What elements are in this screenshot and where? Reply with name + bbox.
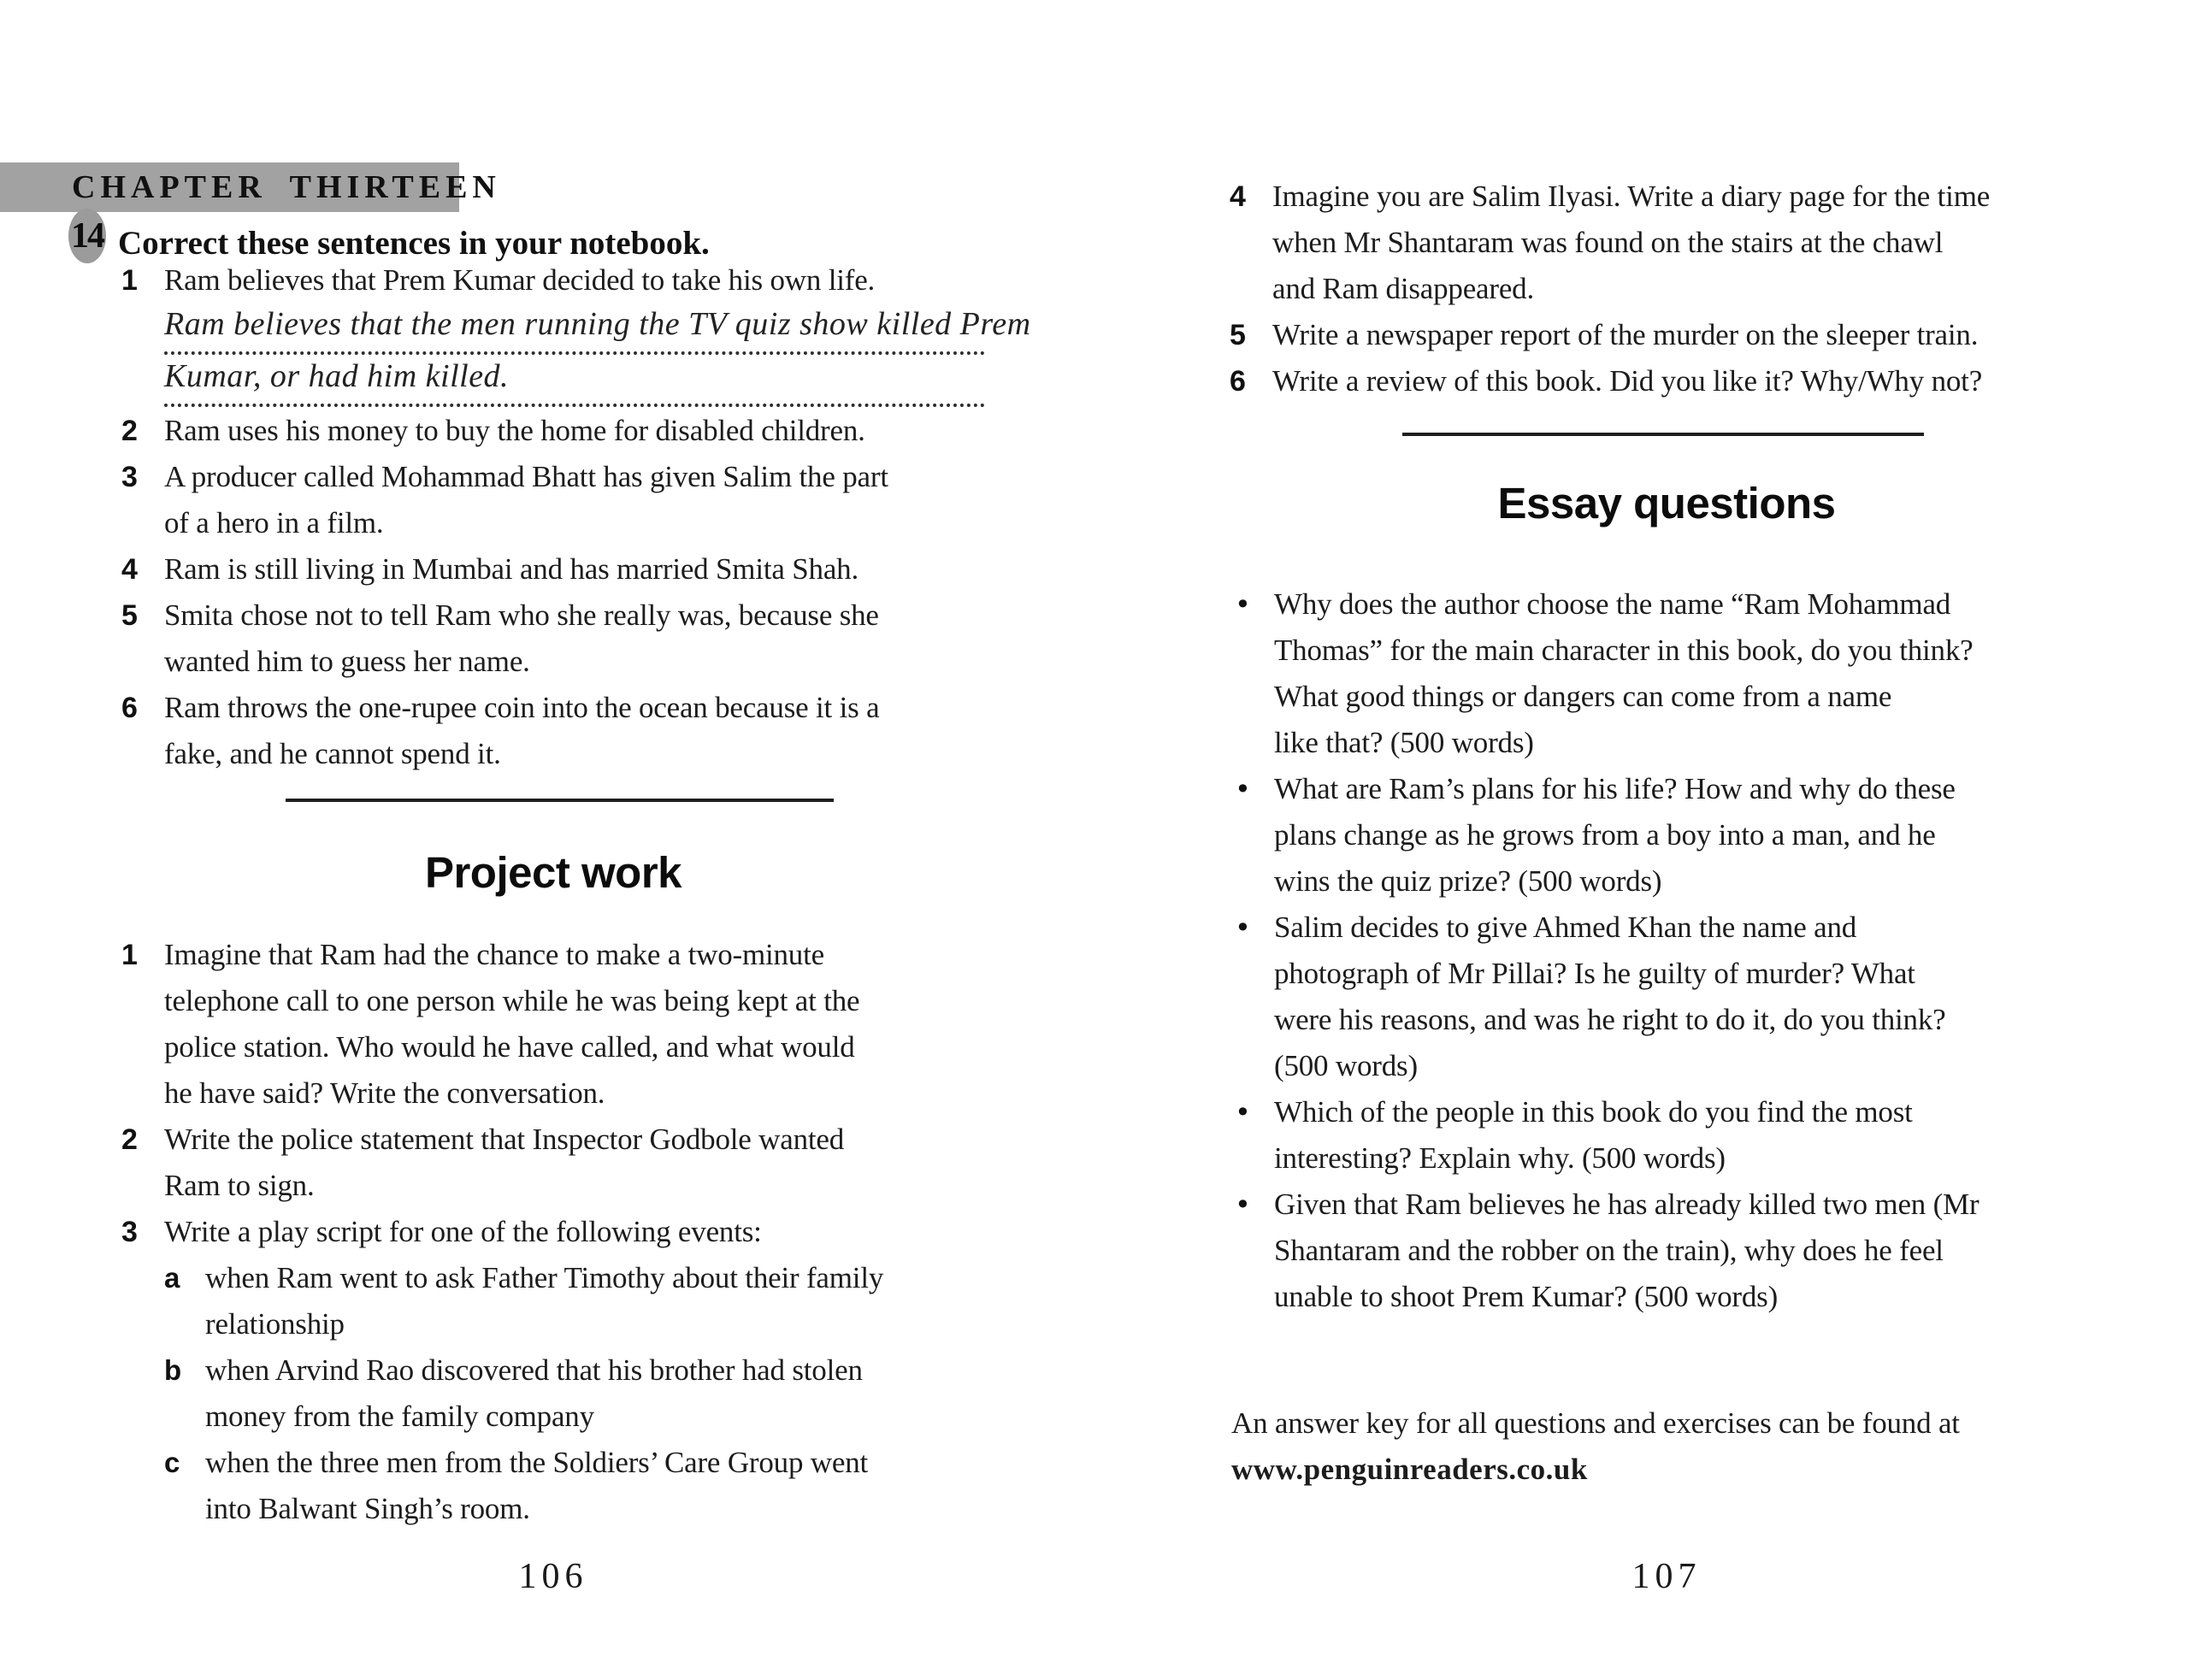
bullet-icon: •: [1235, 773, 1251, 805]
item-line: Ram believes that Prem Kumar decided to take his own life.: [164, 263, 876, 297]
item-line: Thomas” for the main character in this book, do you think?: [1274, 634, 1974, 667]
item-line: Write the police statement that Inspector Godbole wanted: [164, 1123, 845, 1156]
answer-line: [164, 356, 985, 407]
item-line: Shantaram and the robber on the train), why does he feel: [1274, 1234, 1944, 1267]
answer-key-text: An answer key for all questions and exercises can be found at: [1231, 1406, 1960, 1440]
item-line: Ram uses his money to buy the home for disabled children.: [164, 414, 865, 447]
chapter-header-bar: [0, 162, 501, 212]
item-line: when Ram went to ask Father Timothy about their family: [205, 1261, 884, 1294]
item-number: 4: [121, 553, 138, 586]
exercise-item: [121, 257, 1031, 407]
item-line: Imagine you are Salim Ilyasi. Write a diary page for the time: [1272, 180, 1991, 213]
item-line: of a hero in a film.: [164, 506, 384, 539]
item-line: Ram throws the one-rupee coin into the ocean because it is a: [164, 691, 880, 724]
item-line: Write a review of this book. Did you like it? Why/Why not?: [1272, 364, 1983, 398]
item-number: 1: [121, 264, 138, 297]
answer-key-note: [1231, 1400, 2103, 1493]
project-work-heading: Project work: [424, 848, 682, 897]
item-number: 5: [1230, 319, 1246, 351]
item-line: police station. Who would he have called, and what would: [164, 1030, 855, 1064]
item-line: What good things or dangers can come from a name: [1274, 680, 1892, 713]
exercise-item-list: [1230, 174, 2103, 404]
item-line: Salim decides to give Ahmed Khan the name and: [1274, 911, 1857, 944]
item-line: plans change as he grows from a boy into a man, and he: [1274, 818, 1936, 852]
exercise-item: [121, 685, 985, 777]
sub-item-letter: b: [164, 1354, 182, 1386]
website-url: www.penguinreaders.co.uk: [1231, 1453, 1588, 1486]
handwritten-answer: Kumar, or had him killed.: [164, 358, 510, 394]
item-number: 4: [1230, 180, 1246, 213]
item-number: 6: [121, 692, 138, 724]
item-line: he have said? Write the conversation.: [164, 1076, 605, 1110]
item-number: 2: [121, 1123, 138, 1156]
item-line: A producer called Mohammad Bhatt has given Salim the part: [164, 460, 888, 493]
answer-line: [164, 304, 1031, 355]
project-item: [121, 932, 985, 1117]
item-number: 1: [121, 939, 138, 971]
item-number: 5: [121, 599, 138, 632]
sub-item-letter: a: [164, 1262, 180, 1294]
item-line: money from the family company: [205, 1400, 594, 1433]
handwritten-answer: Ram believes that the men running the TV quiz show killed Prem: [164, 306, 1031, 342]
item-line: fake, and he cannot spend it.: [164, 737, 501, 770]
bullet-icon: •: [1235, 588, 1251, 621]
sub-item-letter: c: [164, 1447, 180, 1478]
exercise-item: [121, 408, 985, 454]
item-number: 2: [121, 415, 138, 447]
item-line: Given that Ram believes he has already killed two men (Mr: [1274, 1188, 1980, 1221]
item-line: telephone call to one person while he was being kept at the: [164, 984, 860, 1017]
page-106: [0, 0, 1094, 1680]
item-line: when Mr Shantaram was found on the stairs at the chawl: [1272, 226, 1944, 259]
essay-bullet-item: [1230, 1182, 2103, 1320]
exercise-item: [121, 592, 985, 685]
exercise-item: [121, 454, 985, 546]
item-line: wins the quiz prize? (500 words): [1274, 864, 1662, 898]
item-line: Write a newspaper report of the murder on the sleeper train.: [1272, 318, 1979, 351]
essay-bullet-item: [1230, 581, 2103, 766]
exercise-item: [1230, 174, 2103, 312]
item-line: interesting? Explain why. (500 words): [1274, 1141, 1726, 1175]
item-line: unable to shoot Prem Kumar? (500 words): [1274, 1280, 1779, 1313]
item-number: 3: [121, 461, 138, 493]
item-line: wanted him to guess her name.: [164, 645, 530, 678]
item-line: What are Ram’s plans for his life? How and why do these: [1274, 772, 1956, 805]
item-line: were his reasons, and was he right to do it, do you think?: [1274, 1003, 1946, 1036]
exercise-item: [121, 546, 985, 592]
item-line: Imagine that Ram had the chance to make a two-minute: [164, 938, 824, 971]
exercise-number: 14: [71, 216, 103, 256]
essay-questions-heading: Essay questions: [1497, 479, 1836, 528]
chapter-header-label: CHAPTER THIRTEEN: [72, 169, 501, 205]
project-item: [121, 1117, 985, 1209]
exercise-item: [1230, 312, 2103, 358]
essay-bullet-item: [1230, 766, 2103, 905]
item-line: photograph of Mr Pillai? Is he guilty of murder? What: [1274, 957, 1915, 990]
exercise-item: [1230, 358, 2103, 404]
project-sub-item: [164, 1440, 985, 1532]
page-number: 106: [518, 1557, 588, 1596]
item-line: Write a play script for one of the following events:: [164, 1215, 762, 1248]
item-line: Why does the author choose the name “Ram Mohammad: [1274, 587, 1951, 621]
exercise-title: Correct these sentences in your notebook.: [118, 225, 710, 262]
essay-question-list: [1230, 581, 2103, 1320]
item-line: Ram to sign.: [164, 1169, 315, 1202]
item-line: Ram is still living in Mumbai and has married Smita Shah.: [164, 552, 859, 586]
item-line: relationship: [205, 1307, 345, 1341]
item-line: when Arvind Rao discovered that his brother had stolen: [205, 1353, 863, 1387]
item-number: 6: [1230, 365, 1246, 398]
page-107: [1094, 0, 2189, 1680]
essay-bullet-item: [1230, 905, 2103, 1089]
bullet-icon: •: [1235, 1096, 1251, 1129]
bullet-icon: •: [1235, 1188, 1251, 1221]
essay-bullet-item: [1230, 1089, 2103, 1182]
bullet-icon: •: [1235, 911, 1251, 944]
item-number: 3: [121, 1216, 138, 1248]
item-line: Which of the people in this book do you find the most: [1274, 1095, 1913, 1129]
item-line: into Balwant Singh’s room.: [205, 1492, 530, 1525]
project-sub-item: [164, 1255, 985, 1347]
item-line: like that? (500 words): [1274, 726, 1534, 759]
page-number: 107: [1631, 1557, 1702, 1596]
project-work-item-list: [121, 932, 985, 1532]
item-line: when the three men from the Soldiers’ Care Group went: [205, 1446, 869, 1479]
exercise-number-badge: [68, 209, 106, 263]
section-divider: [1402, 433, 1924, 436]
section-divider: [286, 799, 834, 802]
exercise-item-list: [121, 257, 1031, 777]
project-item: [121, 1209, 985, 1532]
item-line: Smita chose not to tell Ram who she really was, because she: [164, 598, 879, 632]
item-line: (500 words): [1274, 1049, 1418, 1082]
project-sub-item: [164, 1347, 985, 1440]
item-line: and Ram disappeared.: [1272, 272, 1535, 305]
